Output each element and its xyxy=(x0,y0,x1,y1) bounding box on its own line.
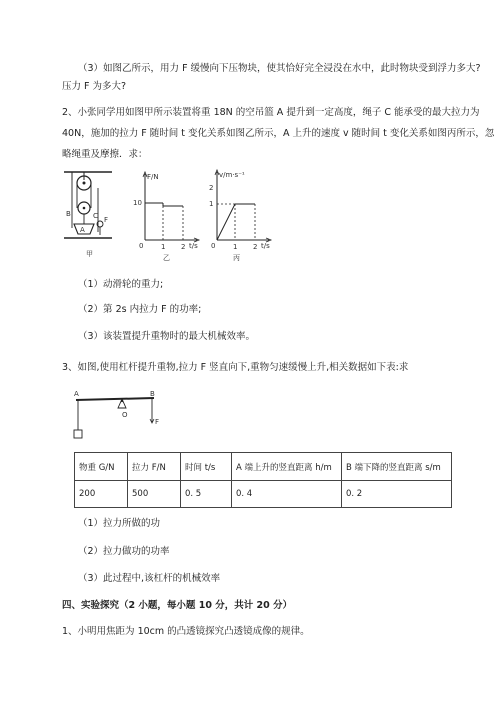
force-time-graph xyxy=(133,170,205,262)
table-cell: 0. 5 xyxy=(181,481,232,508)
table-header-force: 拉力 F/N xyxy=(128,453,181,481)
table-header-a-rise: A 端上升的竖直距离 h/m xyxy=(232,453,342,481)
q3-sub3: （3）此过程中,该杠杆的机械效率 xyxy=(78,573,221,584)
bing-origin: 0 xyxy=(211,242,216,250)
figure-caption-bing: 丙 xyxy=(233,254,240,262)
q2-stem-line2: 40N，施加的拉力 F 随时间 t 变化关系如图乙所示，A 上升的速度 v 随时间 t 变化关系如图丙所示，忽 xyxy=(62,128,495,139)
q3-stem: 3、如图,使用杠杆提升重物,拉力 F 竖直向下,重物匀速缓慢上升,相关数据如下表:求 xyxy=(62,362,409,373)
q3-sub1: （1）拉力所做的功 xyxy=(78,518,161,529)
q2-sub1: （1）动滑轮的重力; xyxy=(78,279,164,290)
yi-origin: 0 xyxy=(139,242,144,250)
bing-x-tick-2: 2 xyxy=(253,243,258,251)
q2-sub3: （3）该装置提升重物时的最大机械效率。 xyxy=(78,331,256,342)
bing-y-label: v/m·s⁻¹ xyxy=(219,171,245,179)
yi-x-label: t/s xyxy=(189,242,198,250)
yi-y-tick-10: 10 xyxy=(133,199,142,207)
pulley-label-b: B xyxy=(66,210,71,218)
pulley-label-c: C xyxy=(93,212,98,220)
table-cell: 0. 4 xyxy=(232,481,342,508)
pulley-label-a: A xyxy=(80,226,85,234)
table-header-b-drop: B 端下降的竖直距离 s/m xyxy=(342,453,452,481)
velocity-time-graph xyxy=(205,168,277,262)
lever-data-table xyxy=(74,452,452,508)
lever-label-f: F xyxy=(155,418,160,426)
q3-sub2: （2）拉力做功的功率 xyxy=(78,546,170,557)
yi-x-tick-2: 2 xyxy=(181,243,186,251)
q2-sub2: （2）第 2s 内拉力 F 的功率; xyxy=(78,304,202,315)
yi-y-label: F/N xyxy=(147,173,159,181)
lever-label-b: B xyxy=(150,390,155,398)
pulley-figure xyxy=(62,168,122,260)
table-cell: 500 xyxy=(128,481,181,508)
q1-part3-line2: 压力 F 为多大? xyxy=(62,81,127,92)
section4-q1: 1、小明用焦距为 10cm 的凸透镜探究凸透镜成像的规律。 xyxy=(62,626,310,637)
bing-y-tick-2: 2 xyxy=(209,184,214,192)
bing-x-tick-1: 1 xyxy=(233,243,238,251)
lever-label-o: O xyxy=(122,411,128,419)
table-header-time: 时间 t/s xyxy=(181,453,232,481)
q2-stem-line1: 2、小张同学用如图甲所示装置将重 18N 的空吊篮 A 提升到一定高度，绳子 C 能承受的最大拉力为 xyxy=(62,107,480,118)
pulley-label-f: F xyxy=(104,216,109,224)
section4-heading: 四、实验探究（2 小题，每小题 10 分，共计 20 分） xyxy=(62,600,293,611)
figure-caption-yi: 乙 xyxy=(163,254,170,262)
table-header-weight: 物重 G/N xyxy=(75,453,128,481)
table-cell: 200 xyxy=(75,481,128,508)
q2-stem-line3: 略绳重及摩擦．求： xyxy=(62,149,148,160)
table-cell: 0. 2 xyxy=(342,481,452,508)
lever-label-a: A xyxy=(74,390,79,398)
figure-caption-jia: 甲 xyxy=(86,250,93,258)
bing-y-tick-1: 1 xyxy=(209,200,214,208)
yi-x-tick-1: 1 xyxy=(161,243,166,251)
q1-part3-line1: （3）如图乙所示，用力 F 缓慢向下压物块，使其恰好完全浸没在水中，此时物块受到浮力多大? xyxy=(78,63,481,74)
lever-figure xyxy=(70,388,170,444)
bing-x-label: t/s xyxy=(261,242,270,250)
